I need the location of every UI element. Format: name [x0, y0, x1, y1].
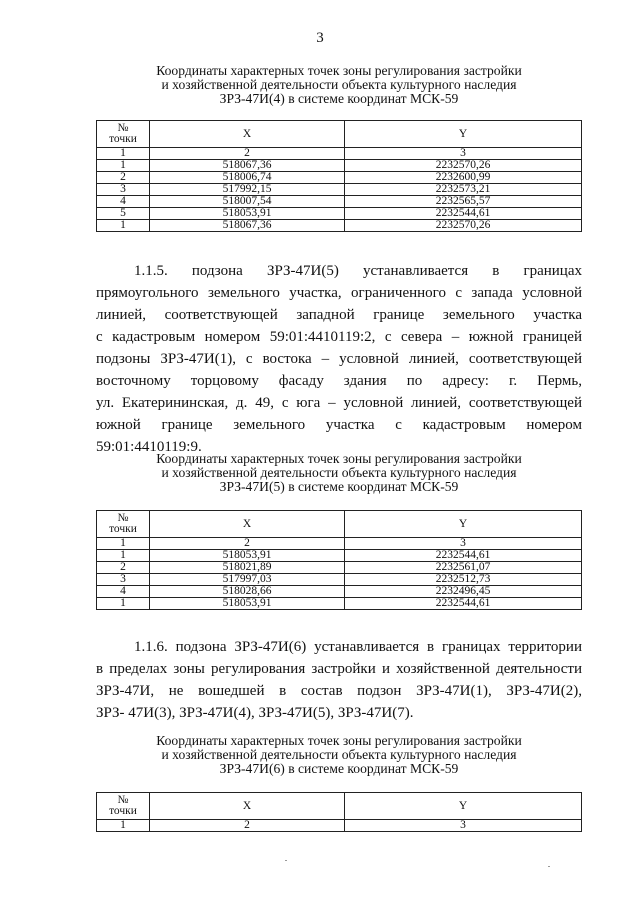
- table-row: [97, 598, 582, 610]
- cell-y: 2232544,61: [345, 550, 582, 562]
- table-caption-zrz-47i6: [96, 734, 582, 776]
- table-header-row: [97, 511, 582, 538]
- cell-y: 2232570,26: [345, 220, 582, 232]
- caption-line: ЗРЗ-47И(5) в системе координат МСК-59: [219, 479, 459, 494]
- table-body: [97, 148, 582, 232]
- header-point-number: [97, 511, 150, 538]
- cell-y: 2232570,26: [345, 160, 582, 172]
- page-number: 3: [316, 30, 324, 46]
- header-y: Y: [345, 511, 582, 538]
- coordinates-table-zrz-47i4: [96, 120, 582, 232]
- paragraph-line: в пределах зоны регулирования застройки и хозяйственной деятельности: [96, 661, 582, 677]
- header-y: Y: [345, 121, 582, 148]
- caption-line: ЗРЗ-47И(4) в системе координат МСК-59: [219, 91, 459, 106]
- header-num-sign: №: [117, 794, 129, 806]
- cell-x: 2: [150, 820, 345, 832]
- cell-point-number: 1: [97, 220, 150, 232]
- coordinates-table-zrz-47i5: [96, 510, 582, 610]
- header-num-label: точки: [109, 523, 137, 535]
- cell-x: 518053,91: [150, 550, 345, 562]
- cell-point-number: 1: [97, 148, 150, 160]
- paragraph-line: линией, соответствующей западной границе земельного участка: [96, 307, 582, 323]
- table-row: [97, 160, 582, 172]
- cell-y: 2232544,61: [345, 208, 582, 220]
- table-header-row: [97, 121, 582, 148]
- caption-line: Координаты характерных точек зоны регулирования застройки: [156, 451, 522, 466]
- table-body: [97, 538, 582, 610]
- cell-x: 518006,74: [150, 172, 345, 184]
- cell-y: 2232544,61: [345, 598, 582, 610]
- cell-x: 518053,91: [150, 208, 345, 220]
- scan-speck: [285, 860, 287, 861]
- cell-point-number: 1: [97, 820, 150, 832]
- table-row: [97, 220, 582, 232]
- cell-y: 2232600,99: [345, 172, 582, 184]
- cell-x: 518067,36: [150, 220, 345, 232]
- cell-x: 517992,15: [150, 184, 345, 196]
- cell-x: 517997,03: [150, 574, 345, 586]
- column-index-row: [97, 148, 582, 160]
- cell-point-number: 1: [97, 160, 150, 172]
- cell-x: 518021,89: [150, 562, 345, 574]
- paragraph-line: ул. Екатерининская, д. 49, с юга – условной линией, соответствующей: [96, 395, 582, 411]
- cell-y: 3: [345, 820, 582, 832]
- header-x: X: [150, 511, 345, 538]
- coordinates-table-zrz-47i6: [96, 792, 582, 832]
- paragraph-line: ЗРЗ- 47И(3), ЗРЗ-47И(4), ЗРЗ-47И(5), ЗРЗ-47И(7).: [96, 705, 414, 721]
- table-row: [97, 574, 582, 586]
- cell-point-number: 2: [97, 172, 150, 184]
- caption-line: и хозяйственной деятельности объекта культурного наследия: [161, 77, 517, 92]
- table-row: [97, 184, 582, 196]
- table-row: [97, 562, 582, 574]
- paragraph-line: с кадастровым номером 59:01:4410119:2, с севера – южной границей: [96, 329, 582, 345]
- paragraph-1-1-5: [96, 260, 582, 458]
- cell-x: 518028,66: [150, 586, 345, 598]
- table-row: [97, 172, 582, 184]
- caption-line: ЗРЗ-47И(6) в системе координат МСК-59: [219, 761, 459, 776]
- cell-point-number: 2: [97, 562, 150, 574]
- paragraph-line: подзоны ЗРЗ-47И(1), с востока – условной линией, соответствующей: [96, 351, 582, 367]
- paragraph-1-1-6: [96, 636, 582, 724]
- cell-point-number: 4: [97, 196, 150, 208]
- cell-y: 2232565,57: [345, 196, 582, 208]
- paragraph-line: восточному торцовому фасаду здания по адресу: г. Пермь,: [96, 373, 582, 389]
- header-x: X: [150, 793, 345, 820]
- cell-point-number: 3: [97, 574, 150, 586]
- header-num-sign: №: [117, 122, 129, 134]
- table-row: [97, 196, 582, 208]
- cell-x: 518053,91: [150, 598, 345, 610]
- cell-y: 3: [345, 538, 582, 550]
- cell-point-number: 4: [97, 586, 150, 598]
- cell-y: 2232512,73: [345, 574, 582, 586]
- cell-point-number: 1: [97, 598, 150, 610]
- cell-x: 518067,36: [150, 160, 345, 172]
- scan-speck: [548, 866, 550, 867]
- header-point-number: [97, 121, 150, 148]
- caption-line: и хозяйственной деятельности объекта культурного наследия: [161, 747, 517, 762]
- cell-point-number: 3: [97, 184, 150, 196]
- caption-line: Координаты характерных точек зоны регулирования застройки: [156, 63, 522, 78]
- paragraph-line: 59:01:4410119:9.: [96, 439, 202, 455]
- header-x: X: [150, 121, 345, 148]
- table-body: [97, 820, 582, 832]
- paragraph-line: прямоугольного земельного участка, ограниченного с запада условной: [96, 285, 582, 301]
- table-row: [97, 586, 582, 598]
- table-row: [97, 208, 582, 220]
- table-header-row: [97, 793, 582, 820]
- header-num-label: точки: [109, 805, 137, 817]
- table-row: [97, 550, 582, 562]
- header-y: Y: [345, 793, 582, 820]
- column-index-row: [97, 538, 582, 550]
- paragraph-line: 1.1.6. подзона ЗРЗ-47И(6) устанавливается в границах территории: [134, 639, 582, 655]
- paragraph-line: 1.1.5. подзона ЗРЗ-47И(5) устанавливается в границах: [134, 263, 582, 279]
- cell-y: 3: [345, 148, 582, 160]
- cell-point-number: 1: [97, 550, 150, 562]
- column-index-row: [97, 820, 582, 832]
- paragraph-line: ЗРЗ-47И, не вошедшей в состав подзон ЗРЗ-47И(1), ЗРЗ-47И(2),: [96, 683, 582, 699]
- cell-y: 2232573,21: [345, 184, 582, 196]
- cell-y: 2232561,07: [345, 562, 582, 574]
- table-caption-zrz-47i5: [96, 452, 582, 494]
- header-point-number: [97, 793, 150, 820]
- cell-point-number: 1: [97, 538, 150, 550]
- cell-point-number: 5: [97, 208, 150, 220]
- header-num-sign: №: [117, 512, 129, 524]
- table-caption-zrz-47i4: [96, 64, 582, 106]
- header-num-label: точки: [109, 133, 137, 145]
- cell-x: 2: [150, 538, 345, 550]
- cell-y: 2232496,45: [345, 586, 582, 598]
- caption-line: Координаты характерных точек зоны регулирования застройки: [156, 733, 522, 748]
- cell-x: 518007,54: [150, 196, 345, 208]
- caption-line: и хозяйственной деятельности объекта культурного наследия: [161, 465, 517, 480]
- cell-x: 2: [150, 148, 345, 160]
- paragraph-line: южной границе земельного участка с кадастровым номером: [96, 417, 582, 433]
